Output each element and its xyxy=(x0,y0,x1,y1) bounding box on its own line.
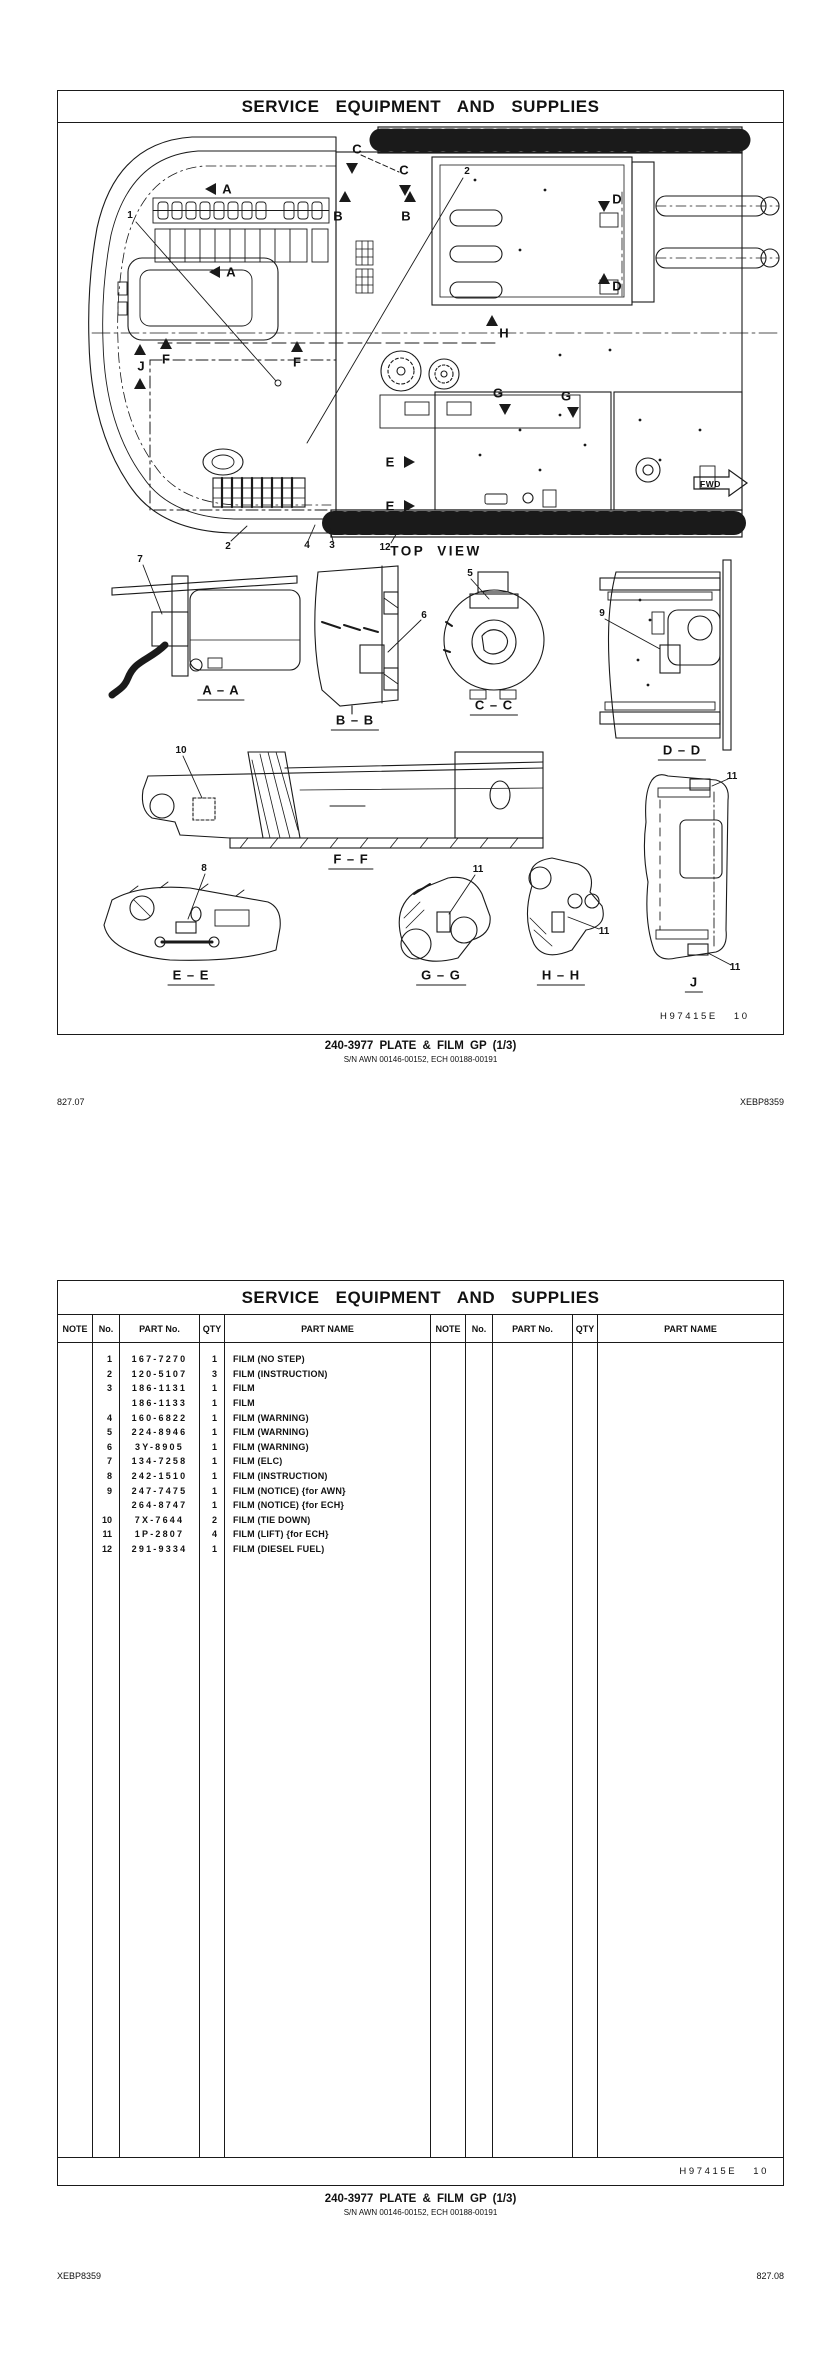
section-view-label: G – G xyxy=(416,969,466,986)
cell-name: FILM (WARNING) xyxy=(225,1440,431,1455)
table-row xyxy=(58,1513,783,1528)
page1-footer-serial: S/N AWN 00146-00152, ECH 00188-00191 xyxy=(343,1055,498,1064)
section-marker-d: D xyxy=(612,191,622,207)
section-view-label: D – D xyxy=(658,744,706,761)
cell-part: 224-8946 xyxy=(120,1425,200,1440)
cell-note xyxy=(431,1513,466,1528)
cell-note xyxy=(431,1527,466,1542)
cell-qty: 1 xyxy=(200,1454,225,1469)
cell-name xyxy=(598,1469,783,1484)
cell-note xyxy=(431,1498,466,1513)
track-bands xyxy=(331,127,742,537)
cell-name xyxy=(598,1440,783,1455)
cell-name xyxy=(598,1410,783,1425)
section-marker-f: F xyxy=(293,354,301,370)
section-marker-a: A xyxy=(226,264,236,280)
cell-name xyxy=(598,1527,783,1542)
cell-name xyxy=(598,1381,783,1396)
section-marker-b: B xyxy=(401,208,411,224)
cell-no: 3 xyxy=(93,1381,120,1396)
cell-qty xyxy=(573,1498,598,1513)
cell-part: 134-7258 xyxy=(120,1454,200,1469)
cell-no xyxy=(466,1425,493,1440)
section-marker-c: C xyxy=(399,162,409,178)
top-view-label: TOP VIEW xyxy=(390,543,482,559)
section-view-d-d xyxy=(600,560,731,750)
cell-no xyxy=(466,1367,493,1382)
cell-note xyxy=(431,1469,466,1484)
section-view-label: J xyxy=(685,976,703,993)
col-part-no: PART No. xyxy=(120,1315,200,1342)
cell-note xyxy=(431,1352,466,1367)
cell-qty: 1 xyxy=(200,1469,225,1484)
col-note-2: NOTE xyxy=(431,1315,466,1342)
section-cut-arrows xyxy=(134,163,610,512)
cell-qty: 4 xyxy=(200,1527,225,1542)
cell-no: 6 xyxy=(93,1440,120,1455)
cell-note xyxy=(58,1440,93,1455)
cell-no: 1 xyxy=(93,1352,120,1367)
section-marker-j: J xyxy=(137,358,145,374)
fuel-tank-area xyxy=(150,343,500,510)
callout-number-11: 11 xyxy=(726,771,738,782)
section-marker-a: A xyxy=(222,181,232,197)
callout-number-12: 12 xyxy=(379,542,391,553)
cell-no xyxy=(466,1542,493,1557)
section-view-g-g xyxy=(399,877,490,961)
cell-name xyxy=(598,1454,783,1469)
col-part-name: PART NAME xyxy=(225,1315,431,1342)
page2-border xyxy=(57,1280,784,2186)
cell-note xyxy=(431,1381,466,1396)
cell-qty: 1 xyxy=(200,1381,225,1396)
page1-plate-code xyxy=(660,1011,750,1022)
callout-number-1: 1 xyxy=(127,210,133,221)
callout-number-11: 11 xyxy=(472,864,484,875)
cell-name: FILM (WARNING) xyxy=(225,1425,431,1440)
cell-qty xyxy=(573,1483,598,1498)
cell-part: 242-1510 xyxy=(120,1469,200,1484)
cell-no xyxy=(466,1469,493,1484)
cell-name xyxy=(598,1396,783,1411)
cell-part xyxy=(493,1513,573,1528)
callout-number-11: 11 xyxy=(598,926,610,937)
col-part-no-2: PART No. xyxy=(493,1315,573,1342)
cell-part xyxy=(493,1352,573,1367)
cell-no: 7 xyxy=(93,1454,120,1469)
page2-plate-code xyxy=(58,2157,783,2185)
cell-no: 2 xyxy=(93,1367,120,1382)
table-row xyxy=(58,1483,783,1498)
cell-qty xyxy=(573,1352,598,1367)
section-marker-f: F xyxy=(162,351,170,367)
table-row xyxy=(58,1381,783,1396)
cell-note xyxy=(58,1498,93,1513)
cell-qty xyxy=(573,1410,598,1425)
col-qty: QTY xyxy=(200,1315,225,1342)
table-row xyxy=(58,1352,783,1367)
cell-no xyxy=(466,1454,493,1469)
section-marker-e: E xyxy=(385,498,395,514)
cell-no: 12 xyxy=(93,1542,120,1557)
table-row xyxy=(58,1425,783,1440)
table-row xyxy=(58,1440,783,1455)
cell-name xyxy=(598,1542,783,1557)
cell-part xyxy=(493,1367,573,1382)
section-view-h-h xyxy=(527,858,603,955)
section-view-label: F – F xyxy=(328,853,373,870)
cell-part xyxy=(493,1542,573,1557)
table-row xyxy=(58,1396,783,1411)
cell-note xyxy=(58,1454,93,1469)
callout-number-8: 8 xyxy=(201,863,207,874)
cell-part xyxy=(493,1410,573,1425)
cell-qty: 1 xyxy=(200,1410,225,1425)
fwd-label: FWD xyxy=(700,479,721,489)
cell-name: FILM (ELC) xyxy=(225,1454,431,1469)
cell-no xyxy=(466,1410,493,1425)
callout-number-7: 7 xyxy=(137,554,143,565)
vent-grids xyxy=(356,241,373,293)
cell-qty xyxy=(573,1454,598,1469)
page2-footer-title: 240-3977 PLATE & FILM GP (1/3) xyxy=(324,2193,517,2205)
table-row xyxy=(58,1527,783,1542)
cell-name: FILM (INSTRUCTION) xyxy=(225,1367,431,1382)
section-view-label: A – A xyxy=(197,684,244,701)
swing-drives xyxy=(380,351,580,428)
callout-number-2: 2 xyxy=(225,541,231,552)
cell-part xyxy=(493,1425,573,1440)
cell-name: FILM xyxy=(225,1396,431,1411)
cell-name: FILM (NO STEP) xyxy=(225,1352,431,1367)
cell-name xyxy=(598,1425,783,1440)
cell-qty: 1 xyxy=(200,1440,225,1455)
cell-part: 167-7270 xyxy=(120,1352,200,1367)
section-view-label: C – C xyxy=(470,699,518,716)
page2-footer-serial: S/N AWN 00146-00152, ECH 00188-00191 xyxy=(343,2208,498,2217)
cell-no xyxy=(466,1396,493,1411)
cell-qty: 1 xyxy=(200,1542,225,1557)
col-no-2: No. xyxy=(466,1315,493,1342)
section-marker-g: G xyxy=(492,385,504,401)
cell-name: FILM (NOTICE) {for ECH} xyxy=(225,1498,431,1513)
cell-no: 8 xyxy=(93,1469,120,1484)
cell-qty xyxy=(573,1440,598,1455)
page2-title: SERVICE EQUIPMENT AND SUPPLIES xyxy=(58,1281,783,1315)
cell-no: 10 xyxy=(93,1513,120,1528)
cell-qty: 1 xyxy=(200,1352,225,1367)
cell-no: 9 xyxy=(93,1483,120,1498)
cell-part: 120-5107 xyxy=(120,1367,200,1382)
section-view-b-b xyxy=(315,566,398,714)
cell-note xyxy=(431,1483,466,1498)
cell-note xyxy=(58,1381,93,1396)
cell-note xyxy=(431,1367,466,1382)
cell-name: FILM xyxy=(225,1381,431,1396)
cell-part xyxy=(493,1381,573,1396)
cell-part: 3Y-8905 xyxy=(120,1440,200,1455)
section-view-label: E – E xyxy=(168,969,215,986)
cell-no: 5 xyxy=(93,1425,120,1440)
section-marker-c: C xyxy=(352,141,362,157)
cell-part: 186-1133 xyxy=(120,1396,200,1411)
table-spacer-row xyxy=(58,1343,783,1352)
parts-table-header xyxy=(58,1315,783,1343)
section-view-label: B – B xyxy=(331,714,379,731)
cell-part: 160-6822 xyxy=(120,1410,200,1425)
cell-note xyxy=(58,1352,93,1367)
cell-qty xyxy=(573,1396,598,1411)
louvre-slots xyxy=(153,198,329,223)
cell-qty xyxy=(573,1469,598,1484)
cell-part xyxy=(493,1396,573,1411)
plate-rev-text: 10 xyxy=(733,1011,750,1022)
cell-part xyxy=(493,1483,573,1498)
table-row xyxy=(58,1542,783,1557)
section-marker-d: D xyxy=(612,278,622,294)
cell-qty xyxy=(573,1513,598,1528)
cell-note xyxy=(58,1542,93,1557)
cell-note xyxy=(58,1396,93,1411)
page1-page-number: 827.07 xyxy=(57,1097,85,1107)
col-note: NOTE xyxy=(58,1315,93,1342)
cell-name: FILM (LIFT) {for ECH} xyxy=(225,1527,431,1542)
cell-note xyxy=(58,1513,93,1528)
cell-no xyxy=(93,1396,120,1411)
cell-qty xyxy=(573,1542,598,1557)
cell-part xyxy=(493,1454,573,1469)
cell-part xyxy=(493,1498,573,1513)
page2-page-number: 827.08 xyxy=(756,2271,784,2281)
cell-no xyxy=(466,1381,493,1396)
table-empty-rows xyxy=(58,1556,783,2157)
cell-qty xyxy=(573,1381,598,1396)
callout-number-6: 6 xyxy=(421,610,427,621)
cell-part: 247-7475 xyxy=(120,1483,200,1498)
cell-qty: 2 xyxy=(200,1513,225,1528)
table-row xyxy=(58,1367,783,1382)
cell-part xyxy=(493,1440,573,1455)
cell-part: 264-8747 xyxy=(120,1498,200,1513)
cell-qty xyxy=(573,1425,598,1440)
cell-no xyxy=(93,1498,120,1513)
cell-note xyxy=(58,1367,93,1382)
cell-name xyxy=(598,1498,783,1513)
cell-part xyxy=(493,1469,573,1484)
table-row xyxy=(58,1454,783,1469)
cell-name xyxy=(598,1352,783,1367)
cell-no xyxy=(466,1483,493,1498)
cell-qty xyxy=(573,1367,598,1382)
boom-cylinders xyxy=(632,162,779,302)
plate-code-text: H97415E xyxy=(660,1011,718,1022)
cell-note xyxy=(58,1410,93,1425)
callout-number-4: 4 xyxy=(304,540,310,551)
pump-compartment xyxy=(435,388,742,510)
cell-no xyxy=(466,1440,493,1455)
cell-name xyxy=(598,1483,783,1498)
cell-part: 7X-7644 xyxy=(120,1513,200,1528)
callout-number-2: 2 xyxy=(464,166,470,177)
cell-name: FILM (TIE DOWN) xyxy=(225,1513,431,1528)
callout-number-5: 5 xyxy=(467,568,473,579)
section-view-j xyxy=(644,775,728,959)
cell-name xyxy=(598,1367,783,1382)
cell-note xyxy=(431,1425,466,1440)
cell-note xyxy=(431,1454,466,1469)
section-view-label: H – H xyxy=(537,969,585,986)
cell-name: FILM (DIESEL FUEL) xyxy=(225,1542,431,1557)
callout-number-11: 11 xyxy=(729,962,741,973)
cell-part: 291-9334 xyxy=(120,1542,200,1557)
parts-table xyxy=(58,1343,783,2157)
cell-name: FILM (INSTRUCTION) xyxy=(225,1469,431,1484)
plate-rev-text: 10 xyxy=(753,2166,769,2177)
section-marker-h: H xyxy=(499,325,509,341)
cell-no: 4 xyxy=(93,1410,120,1425)
page1-footer-title: 240-3977 PLATE & FILM GP (1/3) xyxy=(324,1040,517,1052)
callout-number-10: 10 xyxy=(175,745,187,756)
page2-doc-code: XEBP8359 xyxy=(57,2271,102,2281)
cell-note xyxy=(431,1542,466,1557)
section-view-a-a xyxy=(112,576,300,695)
callout-number-9: 9 xyxy=(599,608,605,619)
cell-name xyxy=(598,1513,783,1528)
deck-grille xyxy=(155,229,328,262)
section-marker-e: E xyxy=(385,454,395,470)
page1-title: SERVICE EQUIPMENT AND SUPPLIES xyxy=(58,91,783,123)
cell-note xyxy=(431,1396,466,1411)
section-view-f-f xyxy=(142,752,543,848)
col-no: No. xyxy=(93,1315,120,1342)
section-marker-g: G xyxy=(560,388,572,404)
cell-part: 1P-2807 xyxy=(120,1527,200,1542)
table-row xyxy=(58,1410,783,1425)
cell-qty: 1 xyxy=(200,1498,225,1513)
page1-doc-code: XEBP8359 xyxy=(739,1097,784,1107)
cell-note xyxy=(58,1527,93,1542)
section-marker-b: B xyxy=(333,208,343,224)
cell-note xyxy=(58,1469,93,1484)
callout-number-3: 3 xyxy=(329,540,335,551)
cell-qty: 1 xyxy=(200,1396,225,1411)
cell-qty: 3 xyxy=(200,1367,225,1382)
col-part-name-2: PART NAME xyxy=(664,1323,717,1334)
col-qty-2: QTY xyxy=(573,1315,598,1342)
cell-qty xyxy=(573,1527,598,1542)
section-view-c-c xyxy=(444,572,544,699)
cell-no xyxy=(466,1513,493,1528)
cell-part: 186-1131 xyxy=(120,1381,200,1396)
cell-note xyxy=(58,1483,93,1498)
cell-no xyxy=(466,1498,493,1513)
cell-qty: 1 xyxy=(200,1483,225,1498)
cell-qty: 1 xyxy=(200,1425,225,1440)
cell-no xyxy=(466,1352,493,1367)
cell-note xyxy=(431,1410,466,1425)
plate-code-text: H97415E xyxy=(679,2166,738,2177)
cell-part xyxy=(493,1527,573,1542)
engine-hood xyxy=(118,258,278,340)
cell-no xyxy=(466,1527,493,1542)
table-row xyxy=(58,1498,783,1513)
parts-table-body xyxy=(58,1352,783,1556)
table-row xyxy=(58,1469,783,1484)
cell-no: 11 xyxy=(93,1527,120,1542)
cell-name: FILM (WARNING) xyxy=(225,1410,431,1425)
cell-note xyxy=(431,1440,466,1455)
cell-note xyxy=(58,1425,93,1440)
cell-name: FILM (NOTICE) {for AWN} xyxy=(225,1483,431,1498)
section-view-e-e xyxy=(104,882,280,960)
